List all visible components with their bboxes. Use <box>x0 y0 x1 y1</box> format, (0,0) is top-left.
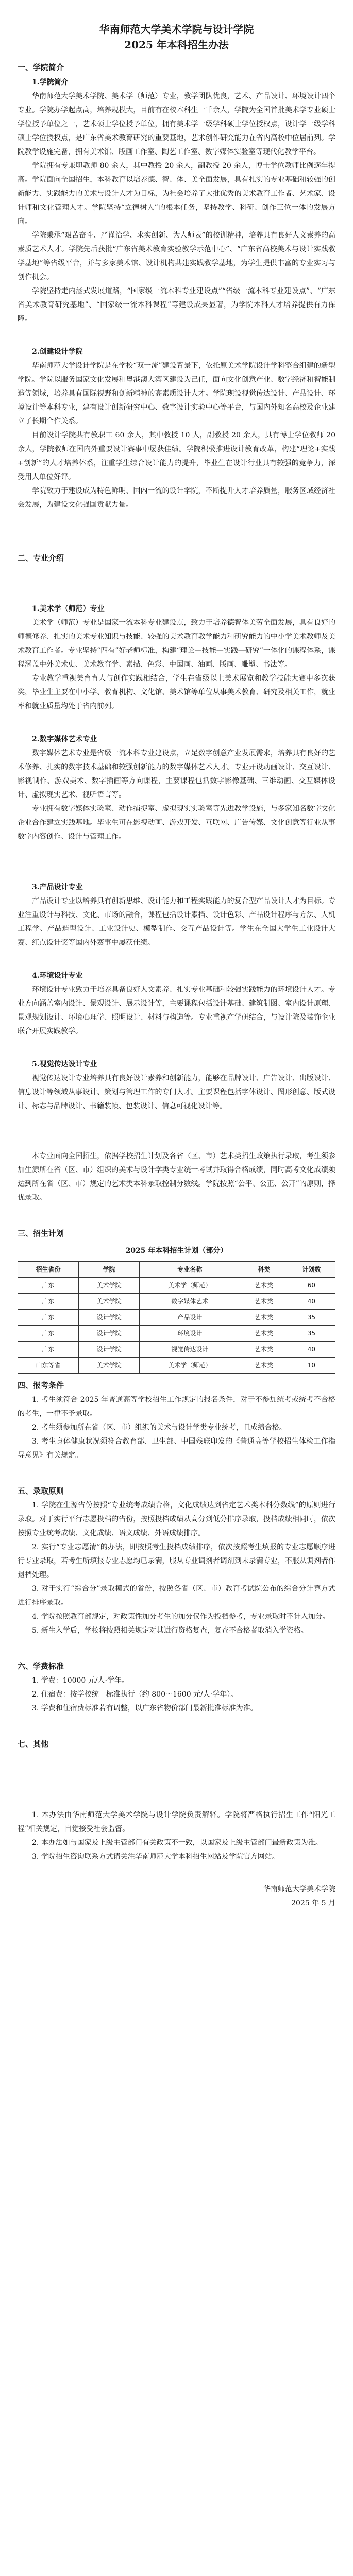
paragraph: 1. 本办法由华南师范大学美术学院与设计学院负责解释。学院将严格执行招生工作“阳光工程”相关规定，自觉接受社会监督。 <box>18 1811 335 1833</box>
paragraph: 环境设计专业致力于培养具备良好人文素养、扎实专业基础和较强实践能力的环境设计人才。专业方向涵盖室内设计、景观设计、展示设计等，主要课程包括设计基础、建筑制图、室内设计原理、景观规划设计、环境心理学、照明设计、材料与构造等。专业重视产学研结合，与设计院及装饰企业联合开展实践教学。 <box>18 986 335 1036</box>
paragraph: 华南师范大学美术学院、美术学（师范）专业，教学团队优良，艺术、产品设计、环境设计四个专业。学院办学起点高，培养规模大，目前有在校本科生一千余人，学院为全国首批美术学专业硕士学位授予单位之一，艺术硕士学位授予单位，拥有美术学一级学科硕士学位授权点，设计学一级学科硕士学位授权点，是广东省美术教育研究的重要基地，艺术创作研究能力在省内高校中位居前列。学院教学设施完备，拥有美术馆、版画工作室、陶艺工作室、数字媒体实验室等现代化教学平台。 <box>18 92 335 156</box>
table-cell: 艺术类 <box>240 1294 288 1310</box>
paragraph: 学院拥有专兼职教师 80 余人，其中教授 20 余人，副教授 20 余人，博士学位教师比例逐年提高。学院面向全国招生，本科教育以培养德、智、体、美全面发展，具有扎实的专业基础和较强的创新能力、实践能力的美术与设计人才为目标，为社会培养了大批优秀的美术教育工作者、艺术家、设计师和文化管理人才。学院坚持“立德树人”的根本任务，坚持教学、科研、创作三位一体的发展方向。 <box>18 162 335 226</box>
paragraph: 学院坚持走内涵式发展道路，“国家级一流本科专业建设点”“省级一流本科专业建设点”、“广东省美术教育研究基地”、“国家级一流本科课程”等建设成果显著，为学院本科人才培养提供有力保障。 <box>18 287 335 323</box>
paragraph: 1. 考生须符合 2025 年普通高等学校招生工作规定的报名条件，对于不参加统考或统考不合格的考生，一律不予录取。 <box>18 1396 335 1418</box>
subheading-major-digital-media: 2.数字媒体艺术专业 <box>32 735 97 743</box>
table-header-row <box>18 1262 335 1278</box>
table-cell: 设计学院 <box>79 1310 140 1326</box>
table-cell: 35 <box>288 1310 335 1326</box>
section-heading-admission: 五、录取原则 <box>18 1486 64 1496</box>
signature-date: 2025 年 5 月 <box>291 1899 335 1907</box>
paragraph: 学院致力于建设成为特色鲜明、国内一流的设计学院，不断提升人才培养质量，服务区域经济社会发展，为建设文化强国贡献力量。 <box>18 487 335 509</box>
table-cell: 美术学（师范） <box>140 1358 240 1374</box>
paragraph: 2. 考生须参加所在省（区、市）组织的美术与设计学类专业统考，且成绩合格。 <box>32 1423 287 1432</box>
column-header: 科类 <box>240 1262 288 1278</box>
paragraph: 1. 学费：10000 元/人·学年。 <box>32 1676 129 1685</box>
table-cell: 艺术类 <box>240 1358 288 1374</box>
table-cell: 设计学院 <box>79 1326 140 1342</box>
table-cell: 35 <box>288 1326 335 1342</box>
table-cell: 40 <box>288 1294 335 1310</box>
column-header: 专业名称 <box>140 1262 240 1278</box>
column-header: 学院 <box>79 1262 140 1278</box>
section-heading-eligibility: 四、报考条件 <box>18 1381 64 1390</box>
enrollment-plan-table <box>18 1261 335 1374</box>
subheading-major-visual-design: 5.视觉传达设计专业 <box>32 1060 97 1069</box>
section-heading-majors: 二、专业介绍 <box>18 553 64 563</box>
paragraph: 数字媒体艺术专业是省级一流本科专业建设点，立足数字创意产业发展需求，培养具有良好的艺术修养、扎实的数字技术基础和较强创新能力的数字媒体艺术人才。专业开设动画设计、交互设计、影视制作、游戏美术、数字插画等方向课程，主要课程包括数字影像基础、三维动画、交互媒体设计、虚拟现实艺术、视听语言等。 <box>18 749 335 799</box>
paragraph: 2. 实行“专业志愿清”的办法，即按照考生投档成绩排序，依次按照考生填报的专业志愿顺序进行专业录取，若考生所填报专业志愿均已录满，服从专业调剂者调剂到未录满专业，不服从调剂者作退档处理。 <box>18 1543 335 1579</box>
table-row <box>18 1278 335 1294</box>
table-cell: 广东 <box>18 1294 79 1310</box>
table-cell: 广东 <box>18 1342 79 1358</box>
table-row <box>18 1294 335 1310</box>
paragraph: 3. 考生身体健康状况须符合教育部、卫生部、中国残联印发的《普通高等学校招生体检工作指导意见》有关规定。 <box>18 1437 335 1460</box>
table-cell: 艺术类 <box>240 1278 288 1294</box>
table-cell: 美术学（师范） <box>140 1278 240 1294</box>
paragraph: 4. 学院按照教育部规定，对政策性加分考生的加分仅作为投档参考，专业录取时不计入加分。 <box>32 1613 330 1621</box>
table-cell: 广东 <box>18 1326 79 1342</box>
table-cell: 美术学院 <box>79 1358 140 1374</box>
table-row <box>18 1358 335 1374</box>
table-cell: 艺术类 <box>240 1326 288 1342</box>
table-cell: 产品设计 <box>140 1310 240 1326</box>
table-cell: 广东 <box>18 1278 79 1294</box>
section-heading-tuition: 六、学费标准 <box>18 1662 64 1671</box>
paragraph: 华南师范大学设计学院是在学校“双一流”建设背景下，依托原美术学院设计学科整合组建的新型学院。学院以服务国家文化发展和粤港澳大湾区建设为己任，面向文化创意产业、数字经济和智能制造等领域，培养具有国际视野和创新精神的高素质设计人才。学院现设视觉传达设计、产品设计、环境设计等本科专业，建有设计创新研究中心、数字设计实验中心等平台，与国内外知名高校及企业建立了长期合作关系。 <box>18 362 335 426</box>
table-cell: 艺术类 <box>240 1310 288 1326</box>
paragraph: 2. 本办法如与国家及上级主管部门有关政策不一致，以国家及上级主管部门最新政策为准。 <box>32 1839 323 1847</box>
table-cell: 设计学院 <box>79 1342 140 1358</box>
column-header: 计划数 <box>288 1262 335 1278</box>
subheading-design-college: 2.创建设计学院 <box>32 348 83 356</box>
table-cell: 环境设计 <box>140 1326 240 1342</box>
table-cell: 40 <box>288 1342 335 1358</box>
table-row <box>18 1326 335 1342</box>
table-row <box>18 1342 335 1358</box>
subheading-major-environment-design: 4.环境设计专业 <box>32 972 83 980</box>
paragraph: 3. 学院招生咨询联系方式请关注华南师范大学本科招生网站及学院官方网站。 <box>32 1853 279 1861</box>
table-caption: 2025 年本科招生计划（部分） <box>125 1247 228 1255</box>
table-row <box>18 1310 335 1326</box>
paragraph: 3. 学费和住宿费标准若有调整，以广东省物价部门最新批准标准为准。 <box>32 1704 258 1713</box>
paragraph: 本专业面向全国招生，依据学校招生计划及各省（区、市）艺术类招生政策执行录取，考生须参加生源所在省（区、市）组织的美术与设计学类专业统一考试并取得合格成绩，同时高考文化成绩须达到所在省（区、市）规定的艺术类本科录取控制分数线。学院按照“公平、公正、公开”的原则，择优录取。 <box>18 1152 335 1202</box>
paragraph: 5. 新生入学后，学校将按照相关规定对其进行资格复查，复查不合格者取消入学资格。 <box>32 1626 308 1635</box>
section-heading-intro: 一、学院简介 <box>18 63 64 72</box>
paragraph: 美术学（师范）专业是国家一流本科专业建设点，致力于培养德智体美劳全面发展，具有良好的师德修养、扎实的美术专业知识与技能、较强的美术教育教学能力和研究能力的中小学美术教师及美术教育工作者。专业坚持“四有”好老师标准，构建“理论—技能—实践—研究”一体化的课程体系，课程涵盖中外美术史、美术教育学、素描、色彩、中国画、油画、版画、雕塑、书法等。 <box>18 619 335 669</box>
paragraph: 学院秉承“艰苦奋斗、严谨治学、求实创新、为人师表”的校训精神，培养具有良好人文素养的高素质艺术人才。学院先后获批“广东省美术教育实验教学示范中心”、“广东省高校美术与设计实践教学基地”等省级平台，并与多家美术馆、设计机构共建实践教学基地，为学生提供丰富的专业实习与创作机会。 <box>18 231 335 281</box>
section-heading-other: 七、其他 <box>18 1739 49 1749</box>
paragraph: 产品设计专业以培养具有创新思维、设计能力和工程实践能力的复合型产品设计人才为目标。专业注重设计与科技、文化、市场的融合，课程包括设计素描、设计色彩、产品设计程序与方法、人机工程学、产品造型设计、工业设计史、模型制作、交互产品设计等。学生在全国大学生工业设计大赛、红点设计奖等国内外赛事中屡获佳绩。 <box>18 897 335 947</box>
signature-org: 华南师范大学美术学院 <box>263 1885 335 1893</box>
subheading-college-intro: 1.学院简介 <box>32 78 69 87</box>
subheading-major-fine-arts: 1.美术学（师范）专业 <box>32 605 105 613</box>
table-cell: 60 <box>288 1278 335 1294</box>
table-cell: 艺术类 <box>240 1342 288 1358</box>
table-cell: 美术学院 <box>79 1294 140 1310</box>
paragraph: 2. 住宿费：按学校统一标准执行（约 800～1600 元/人·学年）。 <box>32 1690 238 1699</box>
column-header: 招生省份 <box>18 1262 79 1278</box>
paragraph: 1. 学院在生源省份按照“专业统考成绩合格，文化成绩达到省定艺术类本科分数线”的原则进行录取。对于实行平行志愿投档的省份，按照投档成绩从高分到低分排序录取，投档成绩相同时，依次按照专业统考成绩、文化成绩、语文成绩、外语成绩排序。 <box>18 1501 335 1537</box>
table-cell: 10 <box>288 1358 335 1374</box>
subheading-major-product-design: 3.产品设计专业 <box>32 883 83 891</box>
paragraph: 专业教学重视美育育人与创作实践相结合，学生在省级以上美术展览和教学技能大赛中多次获奖，毕业生主要在中小学、教育机构、文化馆、美术馆等单位从事美术教育、研究及相关工作，就业率和就业质量均处于省内前列。 <box>18 674 335 710</box>
paragraph: 3. 对于实行“综合分”录取模式的省份，按照各省（区、市）教育考试院公布的综合分计算方式进行排序录取。 <box>18 1585 335 1607</box>
document-subtitle: 2025 年本科招生办法 <box>124 39 229 51</box>
section-heading-plan: 三、招生计划 <box>18 1229 64 1238</box>
table-cell: 山东等省 <box>18 1358 79 1374</box>
table-cell: 数字媒体艺术 <box>140 1294 240 1310</box>
table-cell: 广东 <box>18 1310 79 1326</box>
paragraph: 视觉传达设计专业培养具有良好设计素养和创新能力，能够在品牌设计、广告设计、出版设计、信息设计等领域从事设计、策划与管理工作的专门人才。主要课程包括字体设计、图形创意、版式设计、标志与品牌设计、书籍装帧、包装设计、信息可视化设计等。 <box>18 1074 335 1110</box>
table-cell: 视觉传达设计 <box>140 1342 240 1358</box>
paragraph: 专业拥有数字媒体实验室、动作捕捉室、虚拟现实实验室等先进教学设施，与多家知名数字文化企业合作建立实践基地。毕业生可在影视动画、游戏开发、互联网、广告传媒、文化创意等行业从事数字内容创作、设计与管理工作。 <box>18 805 335 841</box>
paragraph: 目前设计学院共有教职工 60 余人，其中教授 10 人，副教授 20 余人，具有博士学位教师 20 余人，学院教师在国内外重要设计赛事中屡获佳绩。学院积极推进设计教育改革，构建“理论+实践+创新”的人才培养体系，注重学生综合设计能力的提升，毕业生在设计行业具有较强的竞争力，深受用人单位好评。 <box>18 431 335 481</box>
table-cell: 美术学院 <box>79 1278 140 1294</box>
document-title: 华南师范大学美术学院与设计学院 <box>99 23 254 36</box>
